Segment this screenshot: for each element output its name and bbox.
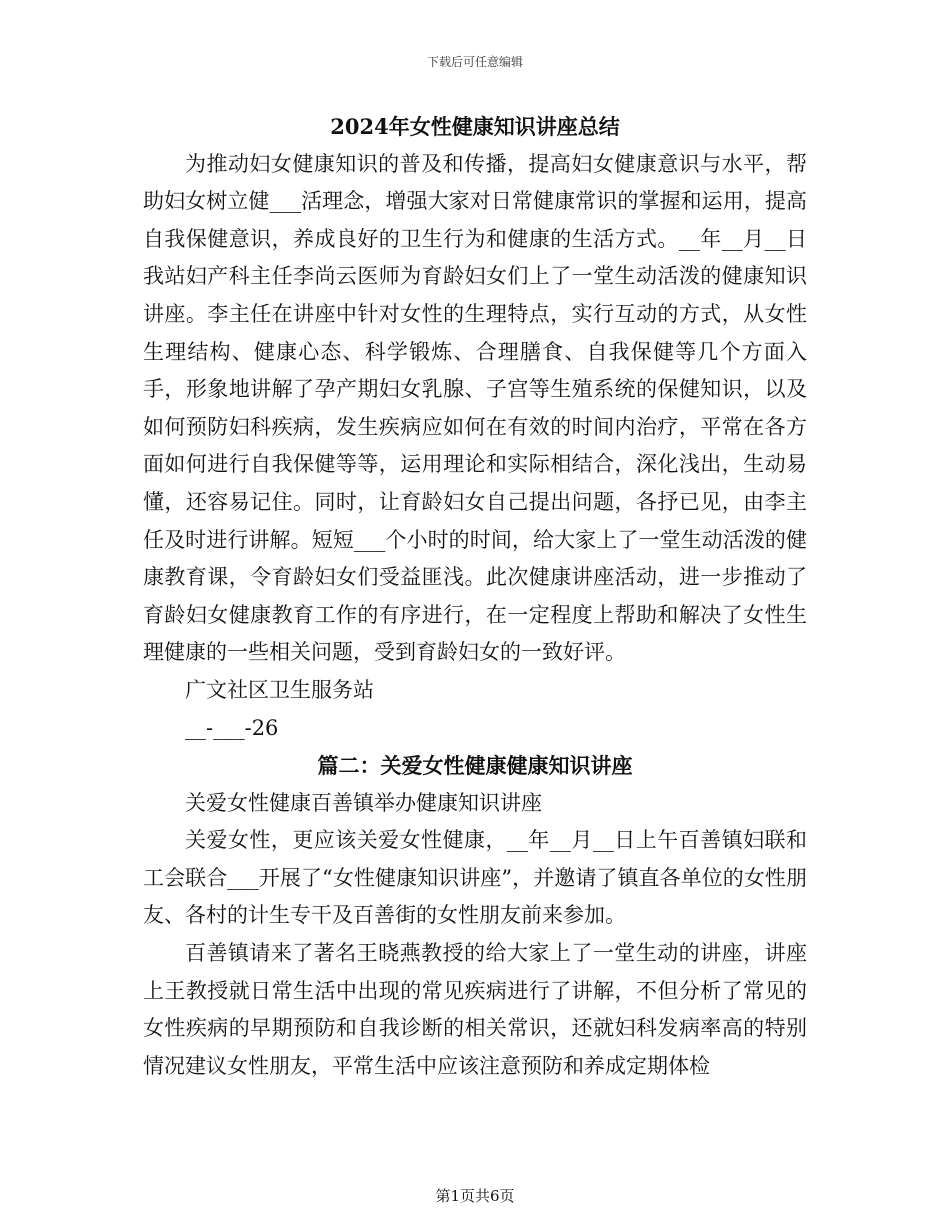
signature-organization: 广文社区卫生服务站	[185, 677, 374, 702]
signature-date: __-___-26	[185, 715, 279, 740]
section-subtitle: 关爱女性健康百善镇举办健康知识讲座	[185, 790, 542, 815]
body-paragraph: 百善镇请来了著名王晓燕教授的给大家上了一堂生动的讲座，讲座上王教授就日常生活中出现的常见疾病进行了讲解，不但分析了常见的女性疾病的早期预防和自我诊断的相关常识，还就妇科发病率高的特别情况建议女性朋友，平常生活中应该注意预防和养成定期体检	[143, 941, 807, 1078]
header-note: 下载后可任意编辑	[426, 55, 523, 69]
document-title: 2024年女性健康知识讲座总结	[330, 114, 620, 139]
page-indicator: 第1页共6页	[435, 1187, 515, 1205]
document-content	[143, 108, 807, 1085]
body-paragraph: 关爱女性，更应该关爱女性健康，__年__月__日上午百善镇妇联和工会联合___开展了“女性健康知识讲座”，并邀请了镇直各单位的女性朋友、各村的计生专干及百善街的女性朋友前来参加。	[143, 828, 807, 928]
body-paragraph: 为推动妇女健康知识的普及和传播，提高妇女健康意识与水平，帮助妇女树立健___活理念，增强大家对日常健康常识的掌握和运用，提高自我保健意识，养成良好的卫生行为和健康的生活方式。__年__月__日我站妇产科主任李尚云医师为育龄妇女们上了一堂生动活泼的健康知识讲座。李主任在讲座中针对女性的生理特点，实行互动的方式，从女性生理结构、健康心态、科学锻炼、合理膳食、自我保健等几个方面入手，形象地讲解了孕产期妇女乳腺、子宫等生殖系统的保健知识，以及如何预防妇科疾病，发生疾病应如何在有效的时间内治疗，平常在各方面如何进行自我保健等等，运用理论和实际相结合，深化浅出，生动易懂，还容易记住。同时，让育龄妇女自己提出问题，各抒已见，由李主任及时进行讲解。短短___个小时的时间，给大家上了一堂生动活泼的健康教育课，令育龄妇女们受益匪浅。此次健康讲座活动，进一步推动了育龄妇女健康教育工作的有序进行，在一定程度上帮助和解决了女性生理健康的一些相关问题，受到育龄妇女的一致好评。	[143, 151, 807, 665]
section-title: 篇二：关爱女性健康健康知识讲座	[317, 753, 633, 779]
